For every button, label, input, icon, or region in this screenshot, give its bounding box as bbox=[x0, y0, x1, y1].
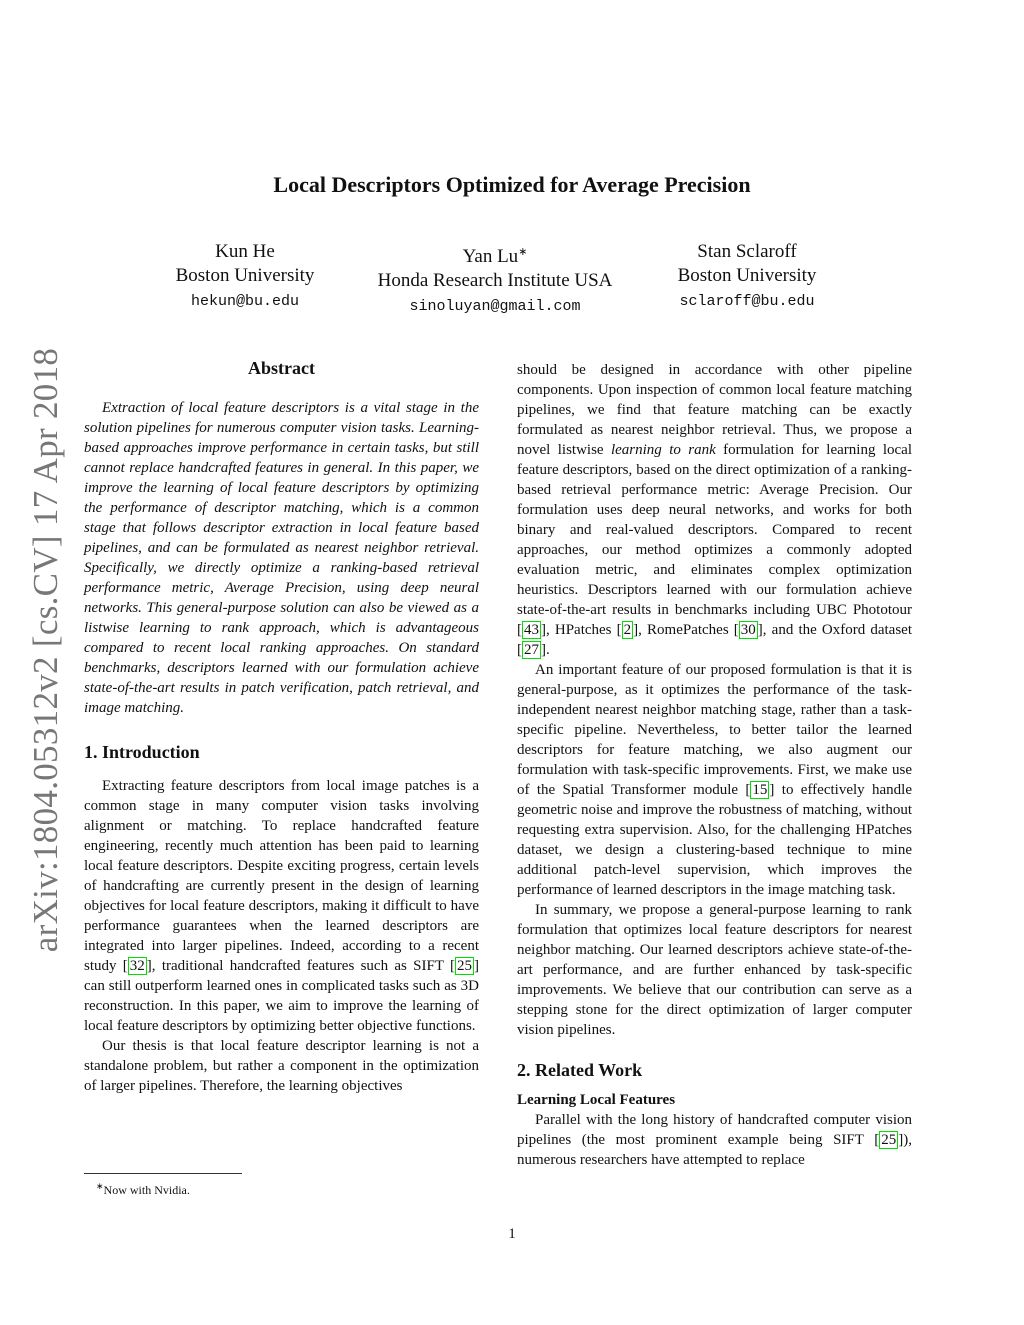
footnote-mark: ∗ bbox=[518, 246, 528, 258]
paper-title: Local Descriptors Optimized for Average Precision bbox=[273, 172, 751, 197]
author-email[interactable]: sinoluyan@gmail.com bbox=[409, 298, 581, 315]
introduction-heading: 1. Introduction bbox=[84, 742, 200, 762]
author-name: Stan Sclaroff bbox=[697, 241, 797, 262]
related-work-heading: 2. Related Work bbox=[517, 1060, 643, 1080]
abstract-heading: Abstract bbox=[248, 358, 315, 378]
citation-link[interactable]: 2 bbox=[623, 622, 632, 638]
intro-paragraph: Our thesis is that local feature descriptor learning is not a standalone problem, but rather a component in the optimization of larger pipelines. Therefore, the learning objectives bbox=[84, 1038, 479, 1094]
author-block bbox=[355, 240, 635, 320]
citation-link[interactable]: 43 bbox=[524, 622, 539, 638]
footnote: ∗Now with Nvidia. bbox=[96, 1181, 190, 1197]
citation-link[interactable]: 32 bbox=[129, 958, 145, 974]
intro-paragraph: In summary, we propose a general-purpose learning to rank formulation that optimizes local feature descriptors for nearest neighbor matching. Our learned descriptors achieve state-of-the-art performance, and are further enhanced by task-specific improvements. We believe that our contribution can serve as a stepping stone for the direct optimization of larger computer vision pipelines. bbox=[517, 902, 912, 1038]
author-affiliation: Boston University bbox=[677, 265, 817, 286]
abstract-text: Extraction of local feature descriptors is a vital stage in the solution pipelines for numerous computer vision tasks. Learning-based approaches improve performance in certain tasks, but still cannot replace handcrafted features in general. In this paper, we improve the learning of local feature descriptors by optimizing the performance of descriptor matching, which is a common stage that follows descriptor extraction in local feature based pipelines, and can be formulated as nearest neighbor retrieval. Specifically, we directly optimize a ranking-based retrieval performance metric, Average Precision, using deep neural networks. This general-purpose solution can also be viewed as a listwise learning to rank approach, which is advantageous compared to recent local ranking approaches. On standard benchmarks, descriptors learned with our formulation achieve state-of-the-art results in patch verification, patch retrieval, and image matching. bbox=[84, 400, 479, 716]
citation-link[interactable]: 30 bbox=[740, 622, 756, 638]
right-column bbox=[517, 360, 912, 1170]
left-column bbox=[84, 356, 479, 1096]
intro-paragraph: Extracting feature descriptors from local image patches is a common stage in many computer vision tasks involving alignment or matching. To replace handcrafted feature engineering, recently much attention has been paid to learning local feature descriptors. Despite exciting progress, certain levels of handcrafting are currently present in the design of learning objectives for local feature descriptors, making it difficult to have performance guarantees when the learned descriptors are integrated into larger pipelines. Indeed, according to a recent study [ 32 ], traditional handcrafted features such as SIFT [ 25 ] can still outperform learned ones in complicated tasks such as 3D reconstruction. In this paper, we aim to improve the learning of local feature descriptors by optimizing better objective functions. bbox=[84, 778, 479, 1034]
page-number: 1 bbox=[508, 1226, 516, 1242]
author-block bbox=[105, 240, 385, 315]
footnote-mark: ∗ bbox=[96, 1181, 104, 1191]
citation-link[interactable]: 15 bbox=[752, 782, 768, 798]
subsection-heading: Learning Local Features bbox=[517, 1092, 676, 1108]
citation-link[interactable]: 27 bbox=[524, 642, 539, 658]
author-affiliation: Boston University bbox=[175, 265, 315, 286]
author-email[interactable]: sclaroff@bu.edu bbox=[679, 293, 815, 310]
citation-link[interactable]: 25 bbox=[881, 1132, 897, 1148]
related-work-paragraph: Parallel with the long history of handcrafted computer vision pipelines (the most prominent example being SIFT [ 25 ]), numerous researchers have attempted to replace bbox=[517, 1112, 912, 1168]
author-name: Yan Lu∗ bbox=[462, 246, 528, 267]
citation-link[interactable]: 25 bbox=[457, 958, 472, 974]
author-block bbox=[607, 240, 887, 315]
intro-paragraph: should be designed in accordance with other pipeline components. Upon inspection of common local feature matching pipelines, we find that feature matching can be exactly formulated as nearest neighbor retrieval. Thus, we propose a novel listwise learning to rank formulation for learning local feature descriptors, based on the direct optimization of a ranking-based retrieval performance metric: Average Precision. Our formulation uses deep neural networks, and works for both binary and real-valued descriptors. Compared to recent approaches, our method optimizes a commonly adopted evaluation metric, and eliminates complex optimization heuristics. Descriptors learned with our formulation achieve state-of-the-art results in benchmarks including UBC Phototour [ 43 ], HPatches [ 2 ], RomePatches [ 30 ], and the Oxford dataset [ 27 ]. bbox=[517, 362, 912, 658]
intro-paragraph: An important feature of our proposed formulation is that it is general-purpose, as it optimizes the performance of the task-independent nearest neighbor matching stage, rather than a task-specific pipeline. Nevertheless, to better tailor the learned descriptors for feature matching, we also augment our formulation with task-specific improvements. First, we make use of the Spatial Transformer module [ 15 ] to effectively handle geometric noise and improve the robustness of matching, without requesting extra supervision. Also, for the challenging HPatches dataset, we design a clustering-based technique to mine additional patch-level supervision, which improves the performance of learned descriptors in the image matching task. bbox=[517, 662, 912, 898]
author-name: Kun He bbox=[215, 241, 275, 262]
footnote-divider bbox=[84, 1173, 242, 1174]
author-affiliation: Honda Research Institute USA bbox=[377, 270, 613, 291]
arxiv-sidebar-stamp bbox=[22, 347, 70, 953]
author-email[interactable]: hekun@bu.edu bbox=[190, 293, 300, 310]
arxiv-identifier: arXiv:1804.05312v2 [cs.CV] 17 Apr 2018 bbox=[26, 347, 65, 953]
